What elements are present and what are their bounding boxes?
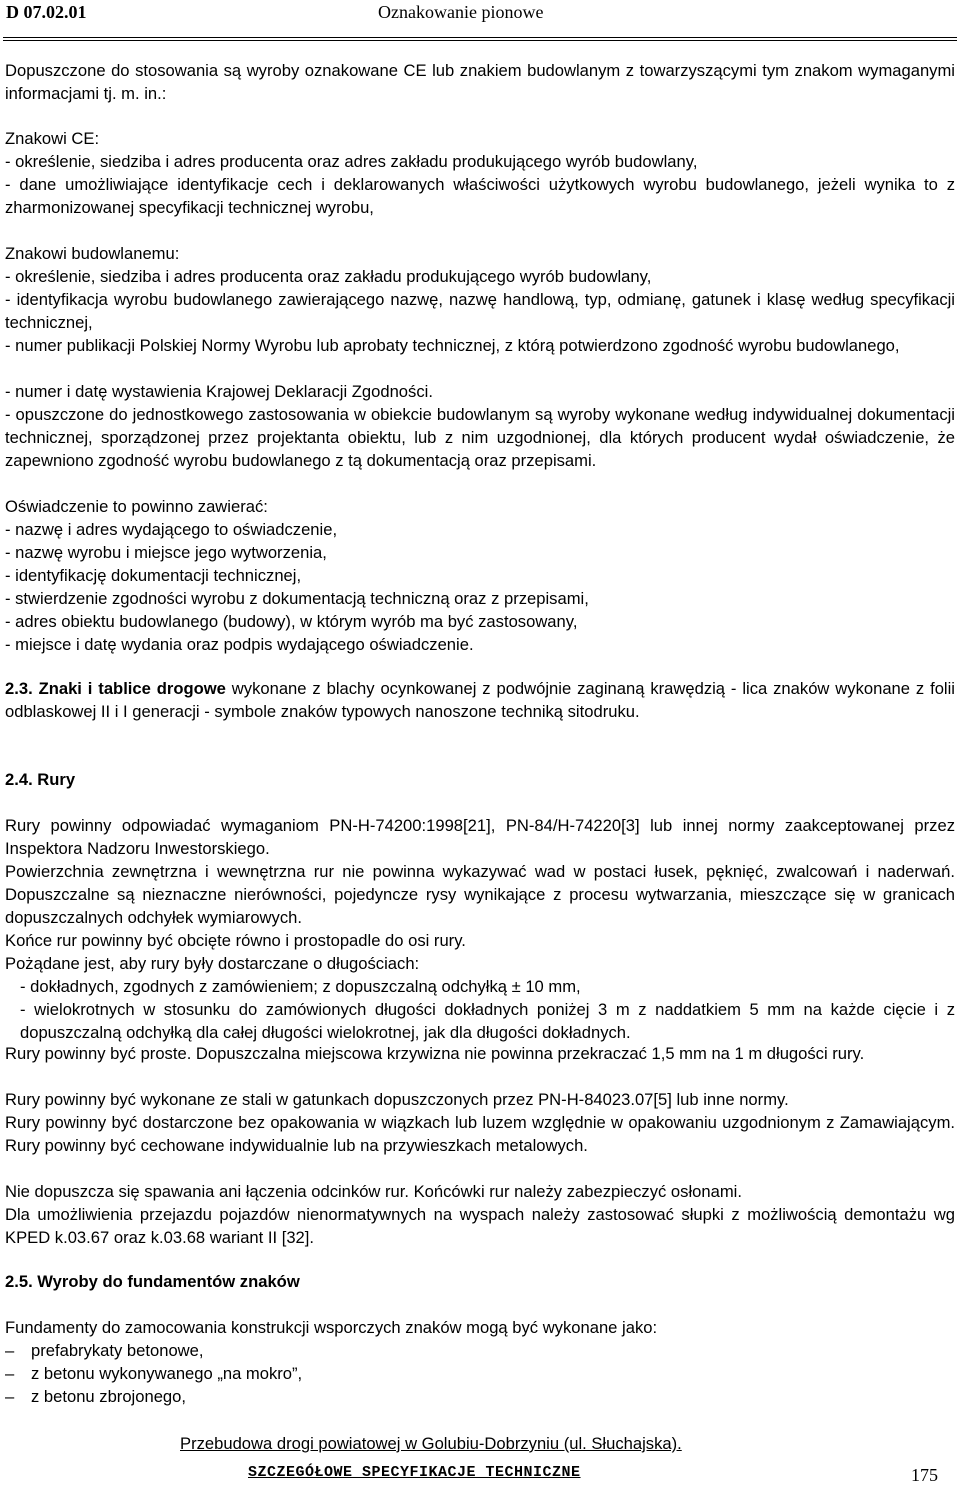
footer-spec-title: SZCZEGÓŁOWE SPECYFIKACJE TECHNICZNE [248, 1464, 581, 1481]
length-option: - dokładnych, zgodnych z zamówieniem; z dopuszczalną odchyłką ± 10 mm, [20, 977, 581, 996]
length-option [20, 999, 955, 1045]
intro-paragraph: Dopuszczone do stosowania są wyroby oznakowane CE lub znakiem budowlanym z towarzyszącymi tym znakom wymaganymi informacjami tj. m. in.: [5, 61, 955, 103]
section-2-3-heading: 2.3. Znaki i tablice drogowe [5, 679, 226, 698]
document-title: Oznakowanie pionowe [378, 2, 544, 22]
section-2-3 [5, 678, 955, 724]
length-option-text: - wielokrotnych w stosunku do zamówionych długości dokładnych poniżej 3 m z naddatkiem 5 mm na każde cięcie i z dopuszczalną odchyłką dla całej długości wielokrotnej, jak dla długości dokładnych. [20, 1000, 955, 1042]
section-2-4-paragraph: Powierzchnia zewnętrzna i wewnętrzna rur nie powinna wykazywać wad w postaci łusek, pęknięć, zwalcowań i naderwań. Dopuszczalne są nieznaczne nierówności, pojedyncze rysy wynikające z procesu wytwarzania, mieszczące się w granicach dopuszczalnych odchyłek wymiarowych. [5, 862, 955, 927]
foundation-option-text: prefabrykaty betonowe, [31, 1341, 204, 1360]
page-number: 175 [911, 1465, 938, 1485]
bud-item: - numer publikacji Polskiej Normy Wyrobu lub aprobaty technicznej, z którą potwierdzono zgodność wyrobu budowlanego, [5, 336, 900, 355]
foundation-option [5, 1363, 605, 1386]
osw-item: - identyfikację dokumentacji technicznej, [5, 566, 302, 585]
osw-item: - adres obiektu budowlanego (budowy), w którym wyrób ma być zastosowany, [5, 612, 578, 631]
bud-heading: Znakowi budowlanemu: [5, 244, 180, 263]
dash-bullet: – [5, 1387, 15, 1406]
section-2-4-paragraph: Rury powinny być wykonane ze stali w gatunkach dopuszczonych przez PN-H-84023.07[5] lub inne normy. [5, 1090, 789, 1109]
ce-heading: Znakowi CE: [5, 129, 100, 148]
section-2-4-heading: 2.4. Rury [5, 770, 76, 789]
osw-item: - stwierdzenie zgodności wyrobu z dokumentacją techniczną oraz z przepisami, [5, 589, 589, 608]
bud-item: - identyfikacja wyrobu budowlanego zawierającego nazwę, nazwę handlową, typ, odmianę, gatunek i klasę według specyfikacji technicznej, [5, 290, 955, 332]
header-divider [3, 37, 957, 41]
osw-item: - nazwę i adres wydającego to oświadczenie, [5, 520, 338, 539]
osw-heading: Oświadczenie to powinno zawierać: [5, 497, 268, 516]
page-header [6, 0, 954, 28]
section-2-4-paragraph: Pożądane jest, aby rury były dostarczane o długościach: [5, 954, 420, 973]
foundation-option [5, 1340, 605, 1363]
ce-item: - określenie, siedziba i adres producenta oraz adres zakładu produkującego wyrób budowlany, [5, 152, 698, 171]
foundation-option [5, 1386, 605, 1409]
osw-item: - nazwę wyrobu i miejsce jego wytworzenia, [5, 543, 327, 562]
section-2-4-paragraph: Nie dopuszcza się spawania ani łączenia odcinków rur. Końcówki rur należy zabezpieczyć osłonami. [5, 1182, 742, 1201]
document-code: D 07.02.01 [6, 2, 87, 22]
section-2-5-heading: 2.5. Wyroby do fundamentów znaków [5, 1272, 300, 1291]
bud-item: - opuszczone do jednostkowego zastosowania w obiekcie budowlanym są wyroby wykonane według indywidualnej dokumentacji technicznej, sporządzonej przez projektanta obiektu, lub z nim uzgodnionej, dla których producent wydał oświadczenie, że zapewniono zgodność wyrobu budowlanego z tą dokumentacją oraz przepisami. [5, 405, 955, 470]
bud-item: - numer i datę wystawienia Krajowej Deklaracji Zgodności. [5, 382, 433, 401]
osw-item: - miejsce i datę wydania oraz podpis wydającego oświadczenie. [5, 635, 474, 654]
section-2-4-paragraph: Rury powinny odpowiadać wymaganiom PN-H-74200:1998[21], PN-84/H-74220[3] lub innej normy zaakceptowanej przez Inspektora Nadzoru Inwestorskiego. [5, 816, 955, 858]
footer-project: Przebudowa drogi powiatowej w Golubiu-Dobrzyniu (ul. Słuchajska). [180, 1434, 682, 1453]
ce-item: - dane umożliwiające identyfikacje cech i deklarowanych właściwości użytkowych wyrobu budowlanego, jeżeli wynika to z zharmonizowanej specyfikacji technicznej wyrobu, [5, 175, 955, 217]
section-2-5-intro: Fundamenty do zamocowania konstrukcji wsporczych znaków mogą być wykonane jako: [5, 1318, 658, 1337]
dash-bullet: – [5, 1341, 15, 1360]
section-2-4-paragraph: Rury powinny być dostarczone bez opakowania w wiązkach lub luzem względnie w opakowaniu uzgodnionym z Zamawiającym. Rury powinny być cechowane indywidualnie lub na przywieszkach metalowych. [5, 1113, 955, 1155]
bud-item: - określenie, siedziba i adres producenta oraz zakładu produkującego wyrób budowlany, [5, 267, 652, 286]
section-2-4-paragraph: Rury powinny być proste. Dopuszczalna miejscowa krzywizna nie powinna przekraczać 1,5 mm na 1 m długości rury. [5, 1044, 865, 1063]
dash-bullet: – [5, 1364, 15, 1383]
section-2-4-paragraph: Końce rur powinny być obcięte równo i prostopadle do osi rury. [5, 931, 466, 950]
foundation-option-text: z betonu wykonywanego „na mokro”, [31, 1364, 303, 1383]
section-2-3-text: wykonane z blachy ocynkowanej z podwójnie zaginaną krawędzią - lica znaków wykonane z folii odblaskowej II i I generacji - symbole znaków typowych nanoszone techniką sitodruku. [5, 679, 955, 721]
section-2-4-paragraph: Dla umożliwienia przejazdu pojazdów nienormatywnych na wyspach należy zastosować słupki z możliwością demontażu wg KPED k.03.67 oraz k.03.68 wariant II [32]. [5, 1205, 955, 1247]
foundation-option-text: z betonu zbrojonego, [31, 1387, 186, 1406]
